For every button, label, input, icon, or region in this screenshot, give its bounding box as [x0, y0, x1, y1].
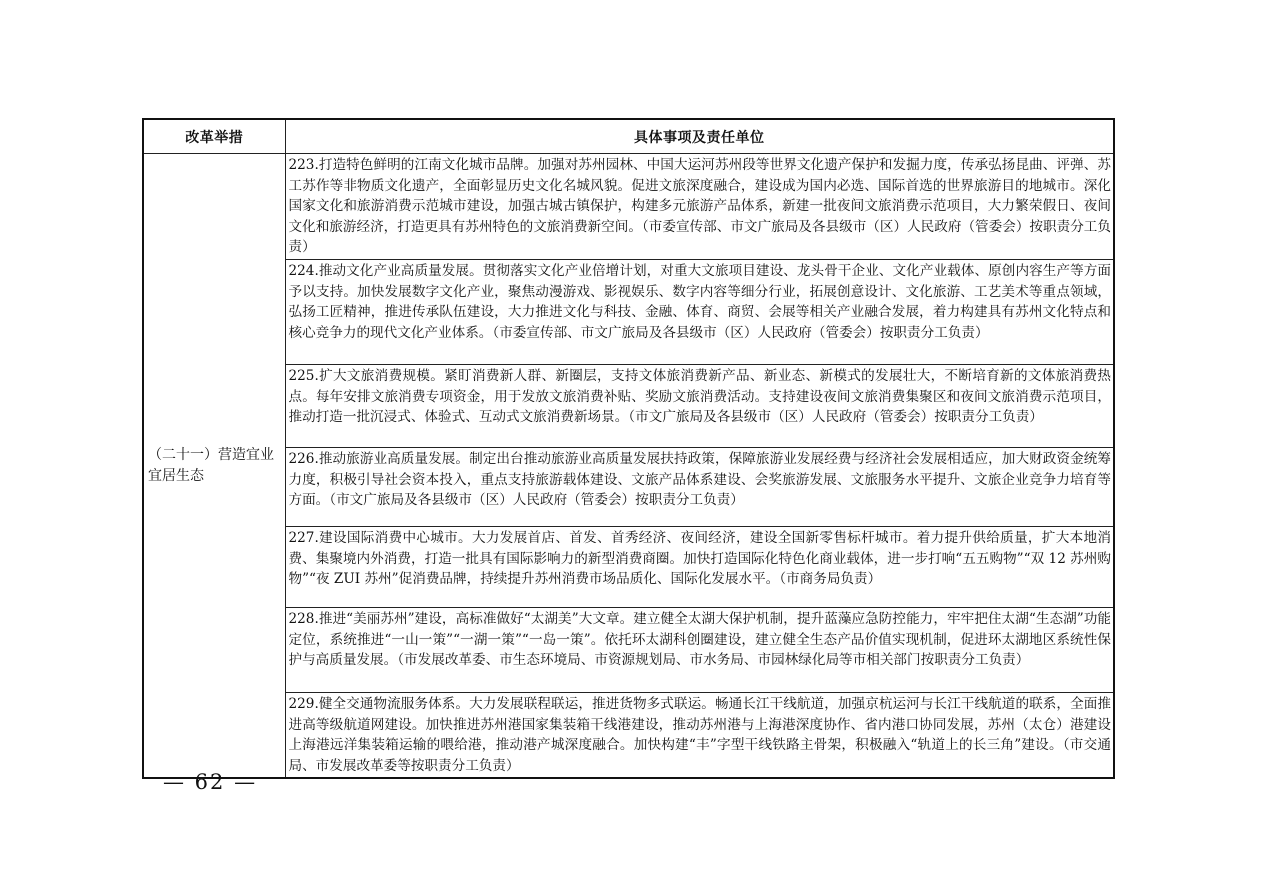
item-229: 229.健全交通物流服务体系。大力发展联程联运，推进货物多式联运。畅通长江干线航道，加强京杭运河与长江干线航道的联系，全面推进高等级航道网建设。加快推进苏州港国家集装箱干线港建设，推动苏州港与上海港深度协作、省内港口协同发展，苏州（太仓）港建设上海港远洋集装箱运输的喂给港，推动港产城深度融合。加快构建“丰”字型干线铁路主骨架，积极融入“轨道上的长三角”建设。（市交通局、市发展改革委等按职责分工负责） — [285, 692, 1114, 778]
table-row — [143, 607, 1114, 692]
table-row — [143, 447, 1114, 526]
table-header-row — [143, 119, 1114, 154]
table-row — [143, 692, 1114, 778]
item-226: 226.推动旅游业高质量发展。制定出台推动旅游业高质量发展扶持政策，保障旅游业发展经费与经济社会发展相适应，加大财政资金统筹力度，积极引导社会资本投入，重点支持旅游载体建设、文旅产品体系建设、会奖旅游发展、文旅服务水平提升、文旅企业竞争力培育等方面。（市文广旅局及各县级市（区）人民政府（管委会）按职责分工负责） — [285, 447, 1114, 526]
item-228: 228.推进“美丽苏州”建设，高标准做好“太湖美”大文章。建立健全太湖大保护机制，提升蓝藻应急防控能力，牢牢把住太湖“生态湖”功能定位，系统推进“一山一策”“一湖一策”“一岛一策”。依托环太湖科创圈建设，建立健全生态产品价值实现机制，促进环太湖地区系统性保护与高质量发展。（市发展改革委、市生态环境局、市资源规划局、市水务局、市园林绿化局等市相关部门按职责分工负责） — [285, 607, 1114, 692]
item-224: 224.推动文化产业高质量发展。贯彻落实文化产业倍增计划，对重大文旅项目建设、龙头骨干企业、文化产业载体、原创内容生产等方面予以支持。加快发展数字文化产业，聚焦动漫游戏、影视娱乐、数字内容等细分行业，拓展创意设计、文化旅游、工艺美术等重点领域，弘扬工匠精神，推进传承队伍建设，大力推进文化与科技、金融、体育、商贸、会展等相关产业融合发展，着力构建具有苏州文化特点和核心竞争力的现代文化产业体系。（市委宣传部、市文广旅局及各县级市（区）人民政府（管委会）按职责分工负责） — [285, 259, 1114, 364]
measure-label: （二十一）营造宜业宜居生态 — [143, 154, 285, 779]
reform-measures-table — [142, 118, 1115, 779]
item-225: 225.扩大文旅消费规模。紧盯消费新人群、新圈层，支持文体旅消费新产品、新业态、新模式的发展壮大，不断培育新的文体旅消费热点。每年安排文旅消费专项资金，用于发放文旅消费补贴、奖励文旅消费活动。支持建设夜间文旅消费集聚区和夜间文旅消费示范项目，推动打造一批沉浸式、体验式、互动式文旅消费新场景。（市文广旅局及各县级市（区）人民政府（管委会）按职责分工负责） — [285, 364, 1114, 447]
header-details: 具体事项及责任单位 — [285, 119, 1114, 154]
item-223: 223.打造特色鲜明的江南文化城市品牌。加强对苏州园林、中国大运河苏州段等世界文化遗产保护和发掘力度，传承弘扬昆曲、评弹、苏工苏作等非物质文化遗产，全面彰显历史文化名城风貌。促进文旅深度融合，建设成为国内必选、国际首选的世界旅游目的地城市。深化国家文化和旅游消费示范城市建设，加强古城古镇保护，构建多元旅游产品体系，新建一批夜间文旅消费示范项目，大力繁荣假日、夜间文化和旅游经济，打造更具有苏州特色的文旅消费新空间。（市委宣传部、市文广旅局及各县级市（区）人民政府（管委会）按职责分工负责） — [285, 154, 1114, 260]
item-227: 227.建设国际消费中心城市。大力发展首店、首发、首秀经济、夜间经济，建设全国新零售标杆城市。着力提升供给质量，扩大本地消费、集聚境内外消费，打造一批具有国际影响力的新型消费商圈。加快打造国际化特色化商业载体，进一步打响“五五购物”“双 12 苏州购物”“夜 ZUI 苏州”促消费品牌，持续提升苏州消费市场品质化、国际化发展水平。（市商务局负责） — [285, 526, 1114, 607]
table-row — [143, 259, 1114, 364]
table-row — [143, 364, 1114, 447]
header-measure: 改革举措 — [143, 119, 285, 154]
page-number: — 62 — — [163, 770, 258, 794]
table-row — [143, 154, 1114, 260]
table-row — [143, 526, 1114, 607]
